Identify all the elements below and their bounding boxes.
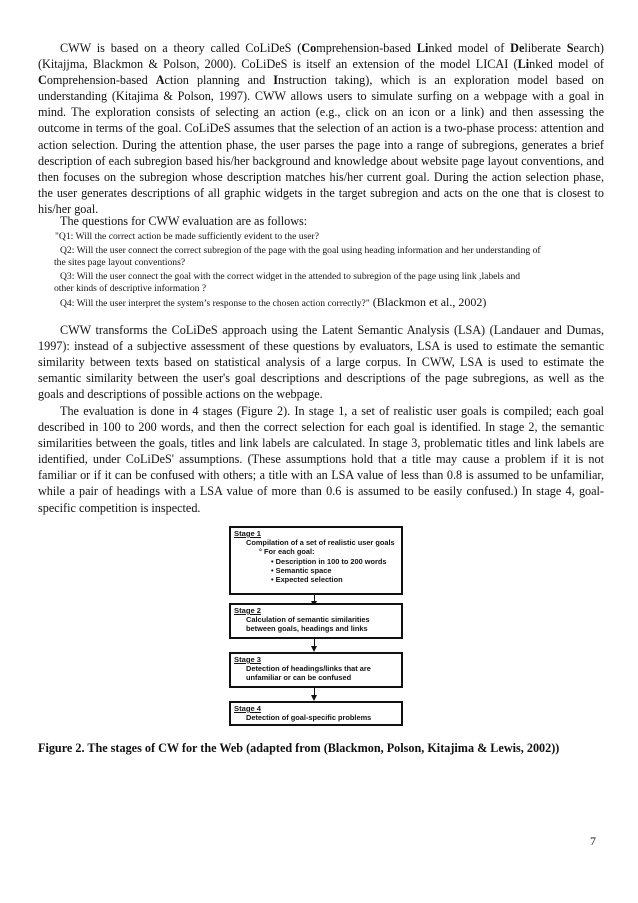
questions-intro: The questions for CWW evaluation are as follows: — [60, 214, 308, 228]
stage-2-box — [229, 603, 403, 639]
question-2: Q2: Will the user connect the correct subregion of the page with the goal using heading information and her understanding of — [60, 245, 541, 257]
stage-3-box — [229, 652, 403, 688]
stage-1-line-4: • Semantic space — [271, 565, 332, 575]
stage-3-line-2: unfamiliar or can be confused — [246, 673, 352, 683]
stage-1-box — [229, 526, 403, 595]
question-3-continued: other kinds of descriptive information ? — [54, 283, 207, 295]
stage-1-line-5: • Expected selection — [271, 575, 343, 585]
stage-3-line-1: Detection of headings/links that are — [246, 664, 371, 674]
questions-list — [40, 231, 606, 311]
stage-1-title: Stage 1 — [234, 529, 262, 538]
stage-2-line-2: between goals, headings and links — [246, 624, 368, 634]
question-3: Q3: Will the user connect the goal with the correct widget in the attended to subregion of the page using link ,labels and — [60, 271, 521, 283]
paragraph-colides-text: CWW is based on a theory called CoLiDeS (Comprehension-based Linked model of Deliberate Search) (Kitajjma, Blackmon & Polson, 2000). CoLiDeS is itself an extension of the model LICAI (Linked model of Comprehension-based Action planning and Instruction taking), which is an exploration model based on understanding (Kitajima & Polson, 1997). CWW allows users to simulate surfing on a webpage with a goal in mind. The exploration consists of selecting an action (e.g., click on an icon or a link) and then assessing the outcome in terms of the goal. CoLiDeS assumes that the selection of an action is a two-phase process: attention and action selection. During the attention phase, the user parses the page into a range of subregions, generates a brief description of each subregion based his/her background and knowledge about website page layout conventions, and then focuses on the subregion whose description matches his/her current goal. During the action selection phase, the user generates descriptions of all graphic widgets in the target subregion and acts on the one that is closest to his/her goal. — [38, 41, 604, 216]
stage-2-title: Stage 2 — [234, 606, 262, 615]
stage-4-line-1: Detection of goal-specific problems — [246, 713, 372, 723]
paragraph-stages — [38, 403, 604, 516]
figure-caption: Figure 2. The stages of CW for the Web (adapted from (Blackmon, Polson, Kitajima & Lewis, 2002)) — [38, 741, 560, 755]
question-1: "Q1: Will the correct action be made sufficiently evident to the user? — [55, 231, 319, 242]
page-number: 7 — [590, 834, 596, 848]
question-4: Q4: Will the user interpret the system’s response to the chosen action correctly?" — [60, 298, 370, 310]
stage-4-box — [229, 701, 403, 726]
stage-2-line-1: Calculation of semantic similarities — [246, 615, 370, 625]
question-4-line — [40, 296, 606, 310]
question-2-continued: the sites page layout conventions? — [54, 257, 186, 269]
stage-4-title: Stage 4 — [234, 704, 262, 713]
paragraph-lsa — [38, 322, 604, 402]
paragraph-stages-text: The evaluation is done in 4 stages (Figure 2). In stage 1, a set of realistic user goals is compiled; each goal described in 100 to 200 words, and then the correct selection for each goal is identified. In stage 2, the semantic similarities between the goals, titles and link labels are calculated. In stage 3, problematic titles and link labels are identified, under CoLiDeS' assumptions. (These assumptions hold that a title may cause a problem if it is not familiar or if it can be confused with others; a title with an LSA value of less than 0.8 is assumed to be unfamiliar, while a pair of headings with a LSA value of more than 0.6 is assumed to be easily confused.) In stage 4, goal-specific competition is inspected. — [38, 404, 604, 515]
question-4-citation: (Blackmon et al., 2002) — [369, 295, 487, 310]
paragraph-colides — [38, 40, 604, 217]
stage-1-line-1: Compilation of a set of realistic user goals — [246, 538, 395, 548]
paragraph-lsa-text: CWW transforms the CoLiDeS approach using the Latent Semantic Analysis (LSA) (Landauer and Dumas, 1997): instead of a subjective assessment of these questions by evaluators, LSA is used to estimate the semantic similarity between texts based on statistical analysis of a large corpus. In CWW, LSA is used to estimate the semantic similarity between the user's goal descriptions and descriptions of the page subregions, as well as the goals and descriptions of possible actions on the webpage. — [38, 323, 604, 402]
stage-1-line-3: • Description in 100 to 200 words — [271, 556, 387, 566]
stage-3-title: Stage 3 — [234, 655, 262, 664]
stage-1-line-2: ° For each goal: — [259, 547, 315, 557]
